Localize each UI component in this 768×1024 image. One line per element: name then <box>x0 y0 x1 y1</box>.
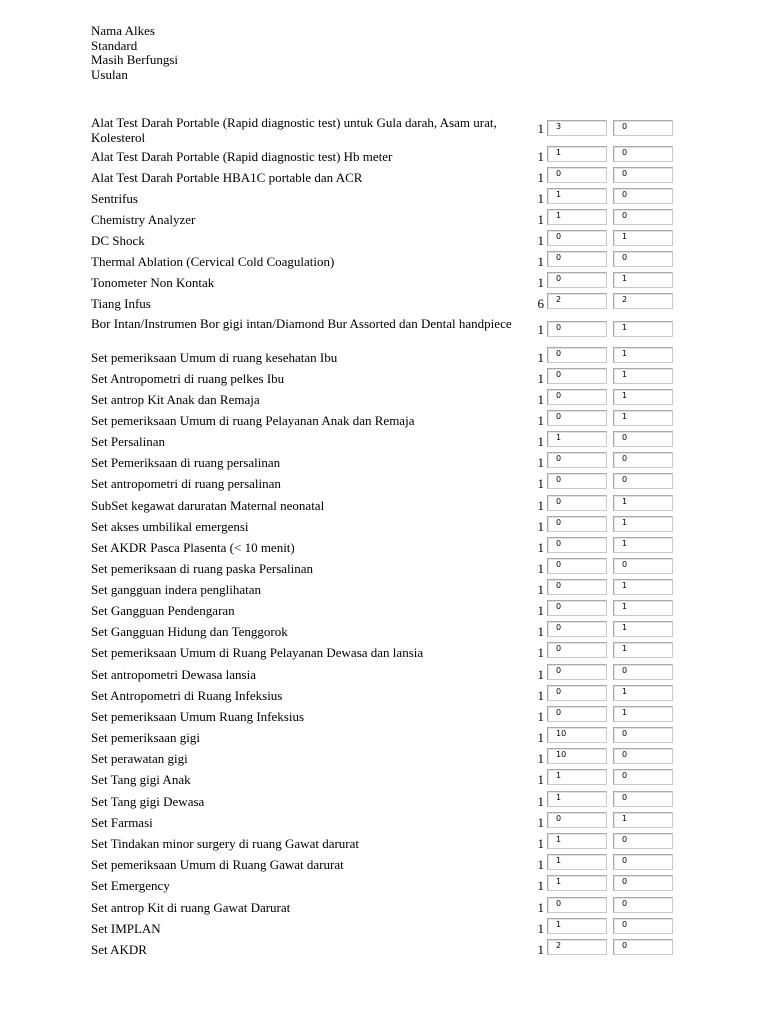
equipment-name: Thermal Ablation (Cervical Cold Coagulation) <box>91 254 335 269</box>
equipment-name: Bor Intan/Instrumen Bor gigi intan/Diamond Bur Assorted dan Dental handpiece <box>91 316 512 331</box>
standard-count: 1 <box>537 772 544 787</box>
standard-count: 1 <box>537 519 544 534</box>
usulan-field[interactable]: 1 <box>613 516 673 532</box>
masih-berfungsi-field[interactable]: 0 <box>547 389 607 405</box>
usulan-field[interactable]: 0 <box>613 558 673 574</box>
masih-berfungsi-field[interactable]: 0 <box>547 473 607 489</box>
column-legend <box>91 24 178 82</box>
equipment-name: Sentrifus <box>91 191 138 206</box>
usulan-field[interactable]: 1 <box>613 642 673 658</box>
header-standard: Standard <box>91 37 138 53</box>
usulan-field[interactable]: 1 <box>613 706 673 722</box>
equipment-name: Set pemeriksaan Umum Ruang Infeksius <box>91 709 305 724</box>
standard-count: 1 <box>537 371 544 386</box>
usulan-field[interactable]: 0 <box>613 167 673 183</box>
masih-berfungsi-field[interactable]: 1 <box>547 854 607 870</box>
masih-berfungsi-field[interactable]: 0 <box>547 600 607 616</box>
usulan-field[interactable]: 2 <box>613 293 673 309</box>
masih-berfungsi-field[interactable]: 10 <box>547 748 607 764</box>
masih-berfungsi-field[interactable]: 0 <box>547 368 607 384</box>
masih-berfungsi-field[interactable]: 1 <box>547 431 607 447</box>
equipment-name: Set Tindakan minor surgery di ruang Gawat darurat <box>91 836 360 851</box>
standard-count: 1 <box>537 815 544 830</box>
usulan-field[interactable]: 1 <box>613 389 673 405</box>
equipment-name: Alat Test Darah Portable HBA1C portable dan ACR <box>91 170 363 185</box>
masih-berfungsi-field[interactable]: 0 <box>547 452 607 468</box>
usulan-field[interactable]: 0 <box>613 209 673 225</box>
masih-berfungsi-field[interactable]: 1 <box>547 146 607 162</box>
usulan-field[interactable]: 0 <box>613 473 673 489</box>
usulan-field[interactable]: 1 <box>613 600 673 616</box>
standard-count: 1 <box>537 498 544 513</box>
masih-berfungsi-field[interactable]: 0 <box>547 685 607 701</box>
equipment-name: Chemistry Analyzer <box>91 212 196 227</box>
usulan-field[interactable]: 1 <box>613 579 673 595</box>
masih-berfungsi-field[interactable]: 0 <box>547 251 607 267</box>
usulan-field[interactable]: 1 <box>613 812 673 828</box>
equipment-name: Set Gangguan Hidung dan Tenggorok <box>91 624 288 639</box>
masih-berfungsi-field[interactable]: 0 <box>547 664 607 680</box>
equipment-name: Tonometer Non Kontak <box>91 275 215 290</box>
header-usulan: Usulan <box>91 66 128 82</box>
equipment-name: Set antropometri Dewasa lansia <box>91 667 256 682</box>
usulan-field[interactable]: 0 <box>613 664 673 680</box>
equipment-name: Set Tang gigi Anak <box>91 772 191 787</box>
usulan-field[interactable]: 1 <box>613 495 673 511</box>
masih-berfungsi-field[interactable]: 0 <box>547 272 607 288</box>
masih-berfungsi-field[interactable]: 0 <box>547 812 607 828</box>
standard-count: 1 <box>537 667 544 682</box>
usulan-field[interactable]: 0 <box>613 897 673 913</box>
equipment-name: Set akses umbilikal emergensi <box>91 519 249 534</box>
equipment-name: Set Gangguan Pendengaran <box>91 603 235 618</box>
masih-berfungsi-field[interactable]: 1 <box>547 833 607 849</box>
masih-berfungsi-field[interactable]: 2 <box>547 939 607 955</box>
masih-berfungsi-field[interactable]: 0 <box>547 347 607 363</box>
equipment-name: Set pemeriksaan gigi <box>91 730 201 745</box>
standard-count: 1 <box>537 624 544 639</box>
standard-count: 1 <box>537 709 544 724</box>
equipment-name: Set pemeriksaan Umum di Ruang Gawat darurat <box>91 857 344 872</box>
equipment-name: SubSet kegawat daruratan Maternal neonatal <box>91 498 325 513</box>
standard-count: 1 <box>537 878 544 893</box>
usulan-field[interactable]: 0 <box>613 146 673 162</box>
usulan-field[interactable]: 0 <box>613 791 673 807</box>
masih-berfungsi-field[interactable]: 0 <box>547 321 607 337</box>
standard-count: 1 <box>537 836 544 851</box>
masih-berfungsi-field[interactable]: 1 <box>547 209 607 225</box>
masih-berfungsi-field[interactable]: 0 <box>547 558 607 574</box>
usulan-field[interactable]: 1 <box>613 685 673 701</box>
standard-count: 1 <box>537 275 544 290</box>
masih-berfungsi-field[interactable]: 0 <box>547 516 607 532</box>
standard-count: 1 <box>537 921 544 936</box>
masih-berfungsi-field[interactable]: 1 <box>547 188 607 204</box>
usulan-field[interactable]: 0 <box>613 251 673 267</box>
usulan-field[interactable]: 0 <box>613 939 673 955</box>
standard-count: 1 <box>537 645 544 660</box>
standard-count: 1 <box>537 582 544 597</box>
masih-berfungsi-field[interactable]: 0 <box>547 579 607 595</box>
equipment-name: Set pemeriksaan Umum di ruang kesehatan Ibu <box>91 350 338 365</box>
equipment-name: Set pemeriksaan Umum di Ruang Pelayanan Dewasa dan lansia <box>91 645 424 660</box>
standard-count: 1 <box>537 233 544 248</box>
standard-count: 1 <box>537 900 544 915</box>
equipment-name: Set Pemeriksaan di ruang persalinan <box>91 455 281 470</box>
equipment-name: Set IMPLAN <box>91 921 161 936</box>
masih-berfungsi-field[interactable]: 2 <box>547 293 607 309</box>
usulan-field[interactable]: 1 <box>613 621 673 637</box>
standard-count: 1 <box>537 751 544 766</box>
masih-berfungsi-field[interactable]: 0 <box>547 410 607 426</box>
standard-count: 1 <box>537 476 544 491</box>
usulan-field[interactable]: 1 <box>613 347 673 363</box>
usulan-field[interactable]: 0 <box>613 452 673 468</box>
usulan-field[interactable]: 0 <box>613 188 673 204</box>
standard-count: 1 <box>537 322 544 337</box>
equipment-name: Set Antropometri di ruang pelkes Ibu <box>91 371 285 386</box>
usulan-field[interactable]: 1 <box>613 368 673 384</box>
equipment-name: Set Persalinan <box>91 434 166 449</box>
masih-berfungsi-field[interactable]: 0 <box>547 897 607 913</box>
usulan-field[interactable]: 0 <box>613 833 673 849</box>
standard-count: 1 <box>537 350 544 365</box>
usulan-field[interactable]: 0 <box>613 748 673 764</box>
equipment-name: Alat Test Darah Portable (Rapid diagnostic test) Hb meter <box>91 149 393 164</box>
equipment-name: Tiang Infus <box>91 296 151 311</box>
usulan-field[interactable]: 0 <box>613 854 673 870</box>
usulan-field[interactable]: 0 <box>613 769 673 785</box>
usulan-field[interactable]: 0 <box>613 918 673 934</box>
masih-berfungsi-field[interactable]: 0 <box>547 706 607 722</box>
standard-count: 1 <box>537 413 544 428</box>
equipment-name: Set pemeriksaan di ruang paska Persalinan <box>91 561 314 576</box>
masih-berfungsi-field[interactable]: 0 <box>547 642 607 658</box>
masih-berfungsi-field[interactable]: 1 <box>547 875 607 891</box>
usulan-field[interactable]: 0 <box>613 120 673 136</box>
masih-berfungsi-field[interactable]: 10 <box>547 727 607 743</box>
equipment-name: Set AKDR Pasca Plasenta (< 10 menit) <box>91 540 295 555</box>
standard-count: 1 <box>537 455 544 470</box>
equipment-name: Set gangguan indera penglihatan <box>91 582 262 597</box>
masih-berfungsi-field[interactable]: 0 <box>547 621 607 637</box>
masih-berfungsi-field[interactable]: 1 <box>547 791 607 807</box>
standard-count: 1 <box>537 212 544 227</box>
masih-berfungsi-field[interactable]: 0 <box>547 537 607 553</box>
usulan-field[interactable]: 0 <box>613 875 673 891</box>
usulan-field[interactable]: 0 <box>613 431 673 447</box>
header-masih-berfungsi: Masih Berfungsi <box>91 52 179 68</box>
equipment-name: Set pemeriksaan Umum di ruang Pelayanan Anak dan Remaja <box>91 413 415 428</box>
equipment-name: Set Tang gigi Dewasa <box>91 794 205 809</box>
standard-count: 1 <box>537 434 544 449</box>
standard-count: 1 <box>537 149 544 164</box>
equipment-name: DC Shock <box>91 233 145 248</box>
standard-count: 1 <box>537 392 544 407</box>
standard-count: 1 <box>537 942 544 957</box>
equipment-name: Set Antropometri di Ruang Infeksius <box>91 688 283 703</box>
standard-count: 1 <box>537 857 544 872</box>
masih-berfungsi-field[interactable]: 0 <box>547 495 607 511</box>
masih-berfungsi-field[interactable]: 3 <box>547 120 607 136</box>
usulan-field[interactable]: 1 <box>613 410 673 426</box>
usulan-field[interactable]: 1 <box>613 272 673 288</box>
standard-count: 1 <box>537 603 544 618</box>
equipment-name: Set Farmasi <box>91 815 153 830</box>
masih-berfungsi-field[interactable]: 0 <box>547 167 607 183</box>
usulan-field[interactable]: 1 <box>613 321 673 337</box>
equipment-name: Set antrop Kit di ruang Gawat Darurat <box>91 900 291 915</box>
standard-count: 1 <box>537 170 544 185</box>
standard-count: 1 <box>537 688 544 703</box>
usulan-field[interactable]: 1 <box>613 230 673 246</box>
usulan-field[interactable]: 1 <box>613 537 673 553</box>
equipment-name: Alat Test Darah Portable (Rapid diagnostic test) untuk Gula darah, Asam urat, Kolesterol <box>91 115 497 145</box>
masih-berfungsi-field[interactable]: 0 <box>547 230 607 246</box>
standard-count: 1 <box>537 254 544 269</box>
standard-count: 1 <box>537 794 544 809</box>
standard-count: 1 <box>537 540 544 555</box>
standard-count: 1 <box>537 730 544 745</box>
equipment-name: Set antrop Kit Anak dan Remaja <box>91 392 260 407</box>
masih-berfungsi-field[interactable]: 1 <box>547 918 607 934</box>
header-nama-alkes: Nama Alkes <box>91 23 155 38</box>
standard-count: 1 <box>537 121 544 136</box>
equipment-name: Set antropometri di ruang persalinan <box>91 476 281 491</box>
usulan-field[interactable]: 0 <box>613 727 673 743</box>
equipment-name: Set perawatan gigi <box>91 751 188 766</box>
equipment-name: Set Emergency <box>91 878 170 893</box>
standard-count: 1 <box>537 561 544 576</box>
standard-count: 6 <box>537 296 544 311</box>
masih-berfungsi-field[interactable]: 1 <box>547 769 607 785</box>
standard-count: 1 <box>537 191 544 206</box>
equipment-name: Set AKDR <box>91 942 147 957</box>
